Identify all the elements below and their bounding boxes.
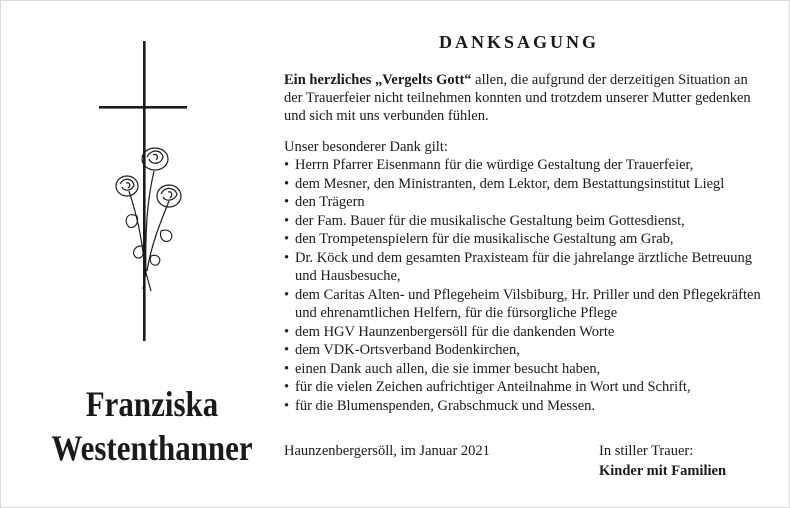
list-item: • Dr. Köck und dem gesamten Praxisteam für die jahrelange ärztliche Betreuung und Hausbesuche,	[284, 249, 764, 286]
list-item: • der Fam. Bauer für die musikalische Gestaltung beim Gottesdienst,	[284, 212, 764, 231]
mourning-label: In stiller Trauer:	[599, 443, 694, 459]
list-item: • dem VDK-Ortsverband Bodenkirchen,	[284, 341, 764, 360]
list-item: • für die vielen Zeichen aufrichtiger Anteilnahme in Wort und Schrift,	[284, 378, 764, 397]
list-item: • dem HGV Haunzenbergersöll für die dankenden Worte	[284, 323, 764, 342]
thanks-heading: Unser besonderer Dank gilt:	[284, 139, 448, 155]
intro-rest: allen, die aufgrund der derzeitigen Situation an der Trauerfeier nicht teilnehmen konnten und trotzdem unserer Mutter gedenken und sich mit uns verbunden fühlen.	[284, 72, 751, 124]
notice-heading: DANKSAGUNG	[438, 32, 599, 52]
cross-with-roses-icon	[99, 41, 189, 341]
place-date: Haunzenbergersöll, im Januar 2021	[284, 443, 490, 459]
list-item: • den Trompetenspielern für die musikalische Gestaltung am Grab,	[284, 230, 764, 249]
mourners: Kinder mit Familien	[599, 463, 727, 479]
intro-bold: Ein herzliches „Vergelts Gott“	[284, 72, 472, 88]
intro-paragraph	[284, 71, 764, 125]
deceased-first-name: Franziska	[85, 384, 219, 424]
list-item: • dem Mesner, den Ministranten, dem Lektor, dem Bestattungsinstitut Liegl	[284, 175, 764, 194]
deceased-last-name: Westenthanner	[51, 428, 253, 468]
list-item: • einen Dank auch allen, die sie immer besucht haben,	[284, 360, 764, 379]
list-item: • Herrn Pfarrer Eisenmann für die würdige Gestaltung der Trauerfeier,	[284, 156, 764, 175]
list-item: • für die Blumenspenden, Grabschmuck und Messen.	[284, 397, 764, 416]
list-item: • dem Caritas Alten- und Pflegeheim Vilsbiburg, Hr. Priller und den Pflegekräften und ehrenamtlichen Helfern, für die fürsorgliche Pflege	[284, 286, 764, 323]
thanks-list	[284, 156, 764, 415]
list-item: • den Trägern	[284, 193, 764, 212]
